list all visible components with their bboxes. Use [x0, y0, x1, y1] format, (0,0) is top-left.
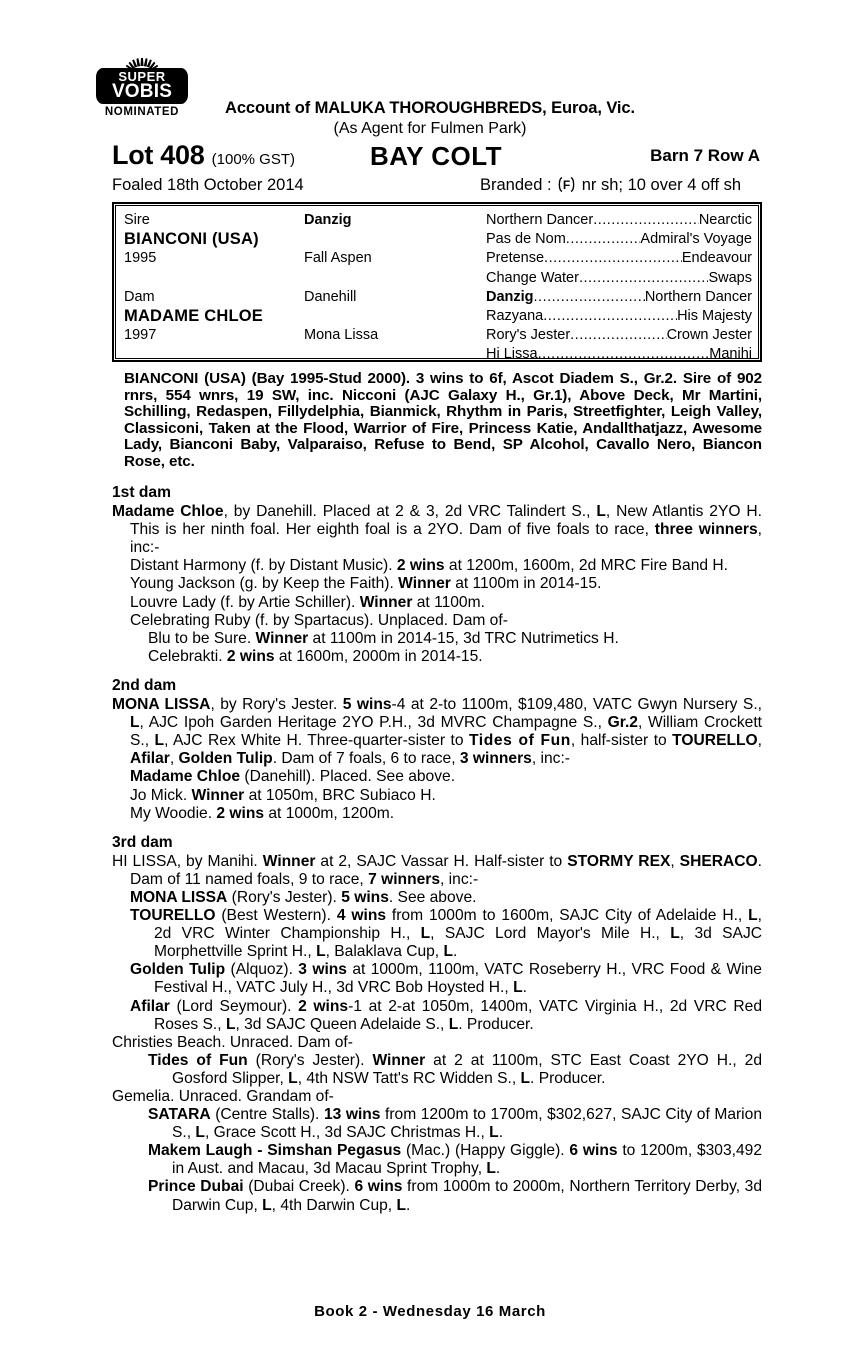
leader-dots: [534, 288, 645, 307]
dam-entry: Blu to be Sure. Winner at 1100m in 2014-15, 3d TRC Nutrimetics H.: [148, 629, 619, 647]
spacer-line: [304, 269, 484, 288]
leader-dots: [538, 345, 710, 364]
dam-entry: Celebrating Ruby (f. by Spartacus). Unplaced. Dam of-: [130, 611, 508, 629]
dam-entry: Gemelia. Unraced. Grandam of-: [112, 1088, 334, 1105]
dam-name: MADAME CHLOE: [124, 306, 263, 325]
ggp-row: [486, 269, 752, 288]
foaled-branded-row: [112, 176, 760, 200]
lot-row: [112, 140, 760, 170]
dam-entry: Distant Harmony (f. by Distant Music). 2 wins at 1200m, 1600m, 2d MRC Fire Band H.: [130, 557, 728, 575]
ggp-row: [486, 326, 752, 345]
account-line: Account of MALUKA THOROUGHBREDS, Euroa, Vic.: [225, 99, 635, 117]
ggp-sire: Rory's Jester: [486, 327, 571, 344]
svg-text:F: F: [562, 178, 571, 192]
leader-dots: [566, 230, 641, 249]
branded-label: Branded :: [480, 176, 552, 194]
dam-entry: TOURELLO (Best Western). 4 wins from 1000m to 1600m, SAJC City of Adelaide H., L, 2d VRC Winter Championship H., L, SAJC Lord Mayor's Mile H., L, 3d SAJC Morphettville Sprint H., L, Balaklava Cup, L.: [130, 907, 763, 961]
barn-row-location: Barn 7 Row A: [650, 146, 760, 165]
foaled-date: Foaled 18th October 2014: [112, 176, 304, 194]
dam-entry: Madame Chloe (Danehill). Placed. See above.: [130, 768, 456, 786]
gst-note: (100% GST): [211, 151, 295, 168]
dam-entry: Afilar (Lord Seymour). 2 wins-1 at 2-at 1050m, 1400m, VATC Virginia H., 2d VRC Red Roses S., L, 3d SAJC Queen Adelaide S., L. Producer.: [130, 997, 762, 1033]
ggp-dam: Nearctic: [698, 212, 752, 228]
leader-dots: [544, 249, 682, 268]
sire-summary-text: BIANCONI (USA) (Bay 1995-Stud 2000). 3 wins to 6f, Ascot Diadem S., Gr.2. Sire of 902 rnrs, 554 wnrs, 19 SW, inc. Nicconi (AJC Galaxy H., Gr.1), Above Deck, Mr Martini, Schilling, Redaspen, Fillydelphia, Bianmick, Rhythm in Paris, Streetfighter, Leigh Valley, Classiconi, Taken at the Flood, Warrior of Fire, Princess Katie, Andallthatjazz, Awesome Lady, Bianconi Baby, Valparaiso, Refuse to Bend, SP Alcohol, Cavallo Nero, Biancon Rose, etc.: [124, 370, 762, 470]
dam-entry: Madame Chloe, by Danehill. Placed at 2 & 3, 2d VRC Talindert S., L, New Atlantis 2YO H. This is her ninth foal. Her eighth foal is a 2YO. Dam of five foals to race, three winners, inc:-: [112, 503, 763, 557]
ggp-sire: Hi Lissa: [486, 346, 538, 363]
ggp-dam: Crown Jester: [666, 327, 752, 344]
dam-entry: Golden Tulip (Alquoz). 3 wins at 1000m, 1100m, VATC Roseberry H., VRC Food & Wine Festival H., VATC July H., 3d VRC Bob Hoysted H., L.: [130, 961, 762, 997]
grandparent-1: Danzig: [304, 212, 352, 228]
ggp-dam: Northern Dancer: [644, 288, 752, 305]
dam-label: Dam: [124, 288, 155, 305]
ggp-dam: Manihi: [709, 346, 752, 363]
pedigree-narrative: [112, 484, 762, 1215]
branded-info: [480, 176, 741, 195]
dam-entry: Jo Mick. Winner at 1050m, BRC Subiaco H.: [130, 786, 436, 804]
dam-entry: MONA LISSA (Rory's Jester). 5 wins. See above.: [130, 888, 477, 906]
grandparent-3: Danehill: [304, 288, 357, 305]
ggp-sire: Pas de Nom: [486, 231, 566, 248]
spacer-line: [304, 307, 484, 326]
sire-name: BIANCONI (USA): [124, 230, 259, 249]
ggp-row: [486, 230, 752, 249]
ggp-sire: Danzig: [486, 288, 534, 305]
ggp-sire: Change Water: [486, 269, 579, 286]
ggp-row: [486, 345, 752, 364]
page-footer: Book 2 - Wednesday 16 March: [314, 1303, 546, 1320]
ggp-dam: Swaps: [708, 269, 752, 286]
sire-summary-paragraph: [124, 371, 762, 471]
dam-entry: Celebrakti. 2 wins at 1600m, 2000m in 2014-15.: [148, 647, 483, 665]
grandparent-2: Fall Aspen: [304, 250, 372, 267]
dam-entry: Prince Dubai (Dubai Creek). 6 wins from 1000m to 2000m, Northern Territory Derby, 3d Darwin Cup, L, 4th Darwin Cup, L.: [148, 1178, 763, 1214]
sex-title: BAY COLT: [369, 141, 503, 171]
dam-entry: My Woodie. 2 wins at 1000m, 1200m.: [130, 804, 395, 822]
ggp-sire: Northern Dancer: [486, 212, 594, 228]
branded-detail: nr sh; 10 over 4 off sh: [581, 176, 742, 194]
pedigree-column-parents: [124, 211, 304, 345]
ggp-sire: Razyana: [486, 307, 544, 324]
pedigree-table: [112, 202, 762, 362]
ggp-dam: Endeavour: [681, 250, 752, 267]
lot-number-text: Lot 408: [112, 140, 205, 170]
vobis-name-text: VOBIS: [111, 81, 173, 102]
leader-dots: [593, 211, 699, 230]
dam-year: 1997: [124, 327, 157, 344]
pedigree-column-great-grandparents: [486, 211, 752, 365]
ggp-row: [486, 307, 752, 326]
pedigree-column-grandparents: [304, 211, 484, 345]
first-dam-heading: 1st dam: [112, 484, 171, 501]
dam-entry: HI LISSA, by Manihi. Winner at 2, SAJC Vassar H. Half-sister to STORMY REX, SHERACO. Dam of 11 named foals, 9 to race, 7 winners, inc:-: [112, 852, 762, 888]
brand-symbol-icon: [557, 176, 576, 193]
leader-dots: [570, 326, 666, 345]
spacer-line: [124, 269, 304, 288]
dam-entry: Makem Laugh - Simshan Pegasus (Mac.) (Happy Giggle). 6 wins to 1200m, $303,492 in Aust. and Macau, 3d Macau Sprint Trophy, L.: [148, 1142, 762, 1178]
leader-dots: [579, 269, 709, 288]
agent-line: (As Agent for Fulmen Park): [333, 120, 527, 137]
second-dam-heading: 2nd dam: [112, 676, 177, 694]
dam-entry: Christies Beach. Unraced. Dam of-: [112, 1033, 353, 1051]
dam-entry: SATARA (Centre Stalls). 13 wins from 1200m to 1700m, $302,627, SAJC City of Marion S., L, Grace Scott H., 3d SAJC Christmas H., L.: [148, 1106, 762, 1142]
dam-entry: Louvre Lady (f. by Artie Schiller). Winner at 1100m.: [130, 593, 485, 611]
vobis-super-text: SUPER: [118, 69, 166, 84]
leader-dots: [543, 307, 677, 326]
ggp-sire: Pretense: [486, 250, 545, 267]
spacer-line: [304, 230, 484, 249]
sire-label: Sire: [124, 212, 150, 228]
ggp-row: [486, 249, 752, 268]
ggp-dam: Admiral's Voyage: [640, 231, 752, 248]
ggp-row: [486, 211, 752, 230]
dam-entry: MONA LISSA, by Rory's Jester. 5 wins-4 at 2-to 1100m, $109,480, VATC Gwyn Nursery S., L, AJC Ipoh Garden Heritage 2YO P.H., 3d MVRC Champagne S., Gr.2, William Crockett S., L, AJC Rex White H. Three-quarter-sister to Tides of Fun, half-sister to TOURELLO, Afilar, Golden Tulip. Dam of 7 foals, 6 to race, 3 winners, inc:-: [112, 696, 762, 768]
sire-year: 1995: [124, 250, 157, 267]
ggp-dam: His Majesty: [677, 307, 752, 324]
ggp-row: [486, 288, 752, 307]
third-dam-heading: 3rd dam: [112, 833, 173, 851]
dam-entry: Young Jackson (g. by Keep the Faith). Winner at 1100m in 2014-15.: [130, 575, 602, 593]
dam-entry: Tides of Fun (Rory's Jester). Winner at 2 at 1100m, STC East Coast 2YO H., 2d Gosford Slipper, L, 4th NSW Tatt's RC Widden S., L. Producer.: [148, 1051, 762, 1087]
grandparent-4: Mona Lissa: [304, 327, 379, 344]
vobis-nominated-text: NOMINATED: [104, 106, 180, 118]
